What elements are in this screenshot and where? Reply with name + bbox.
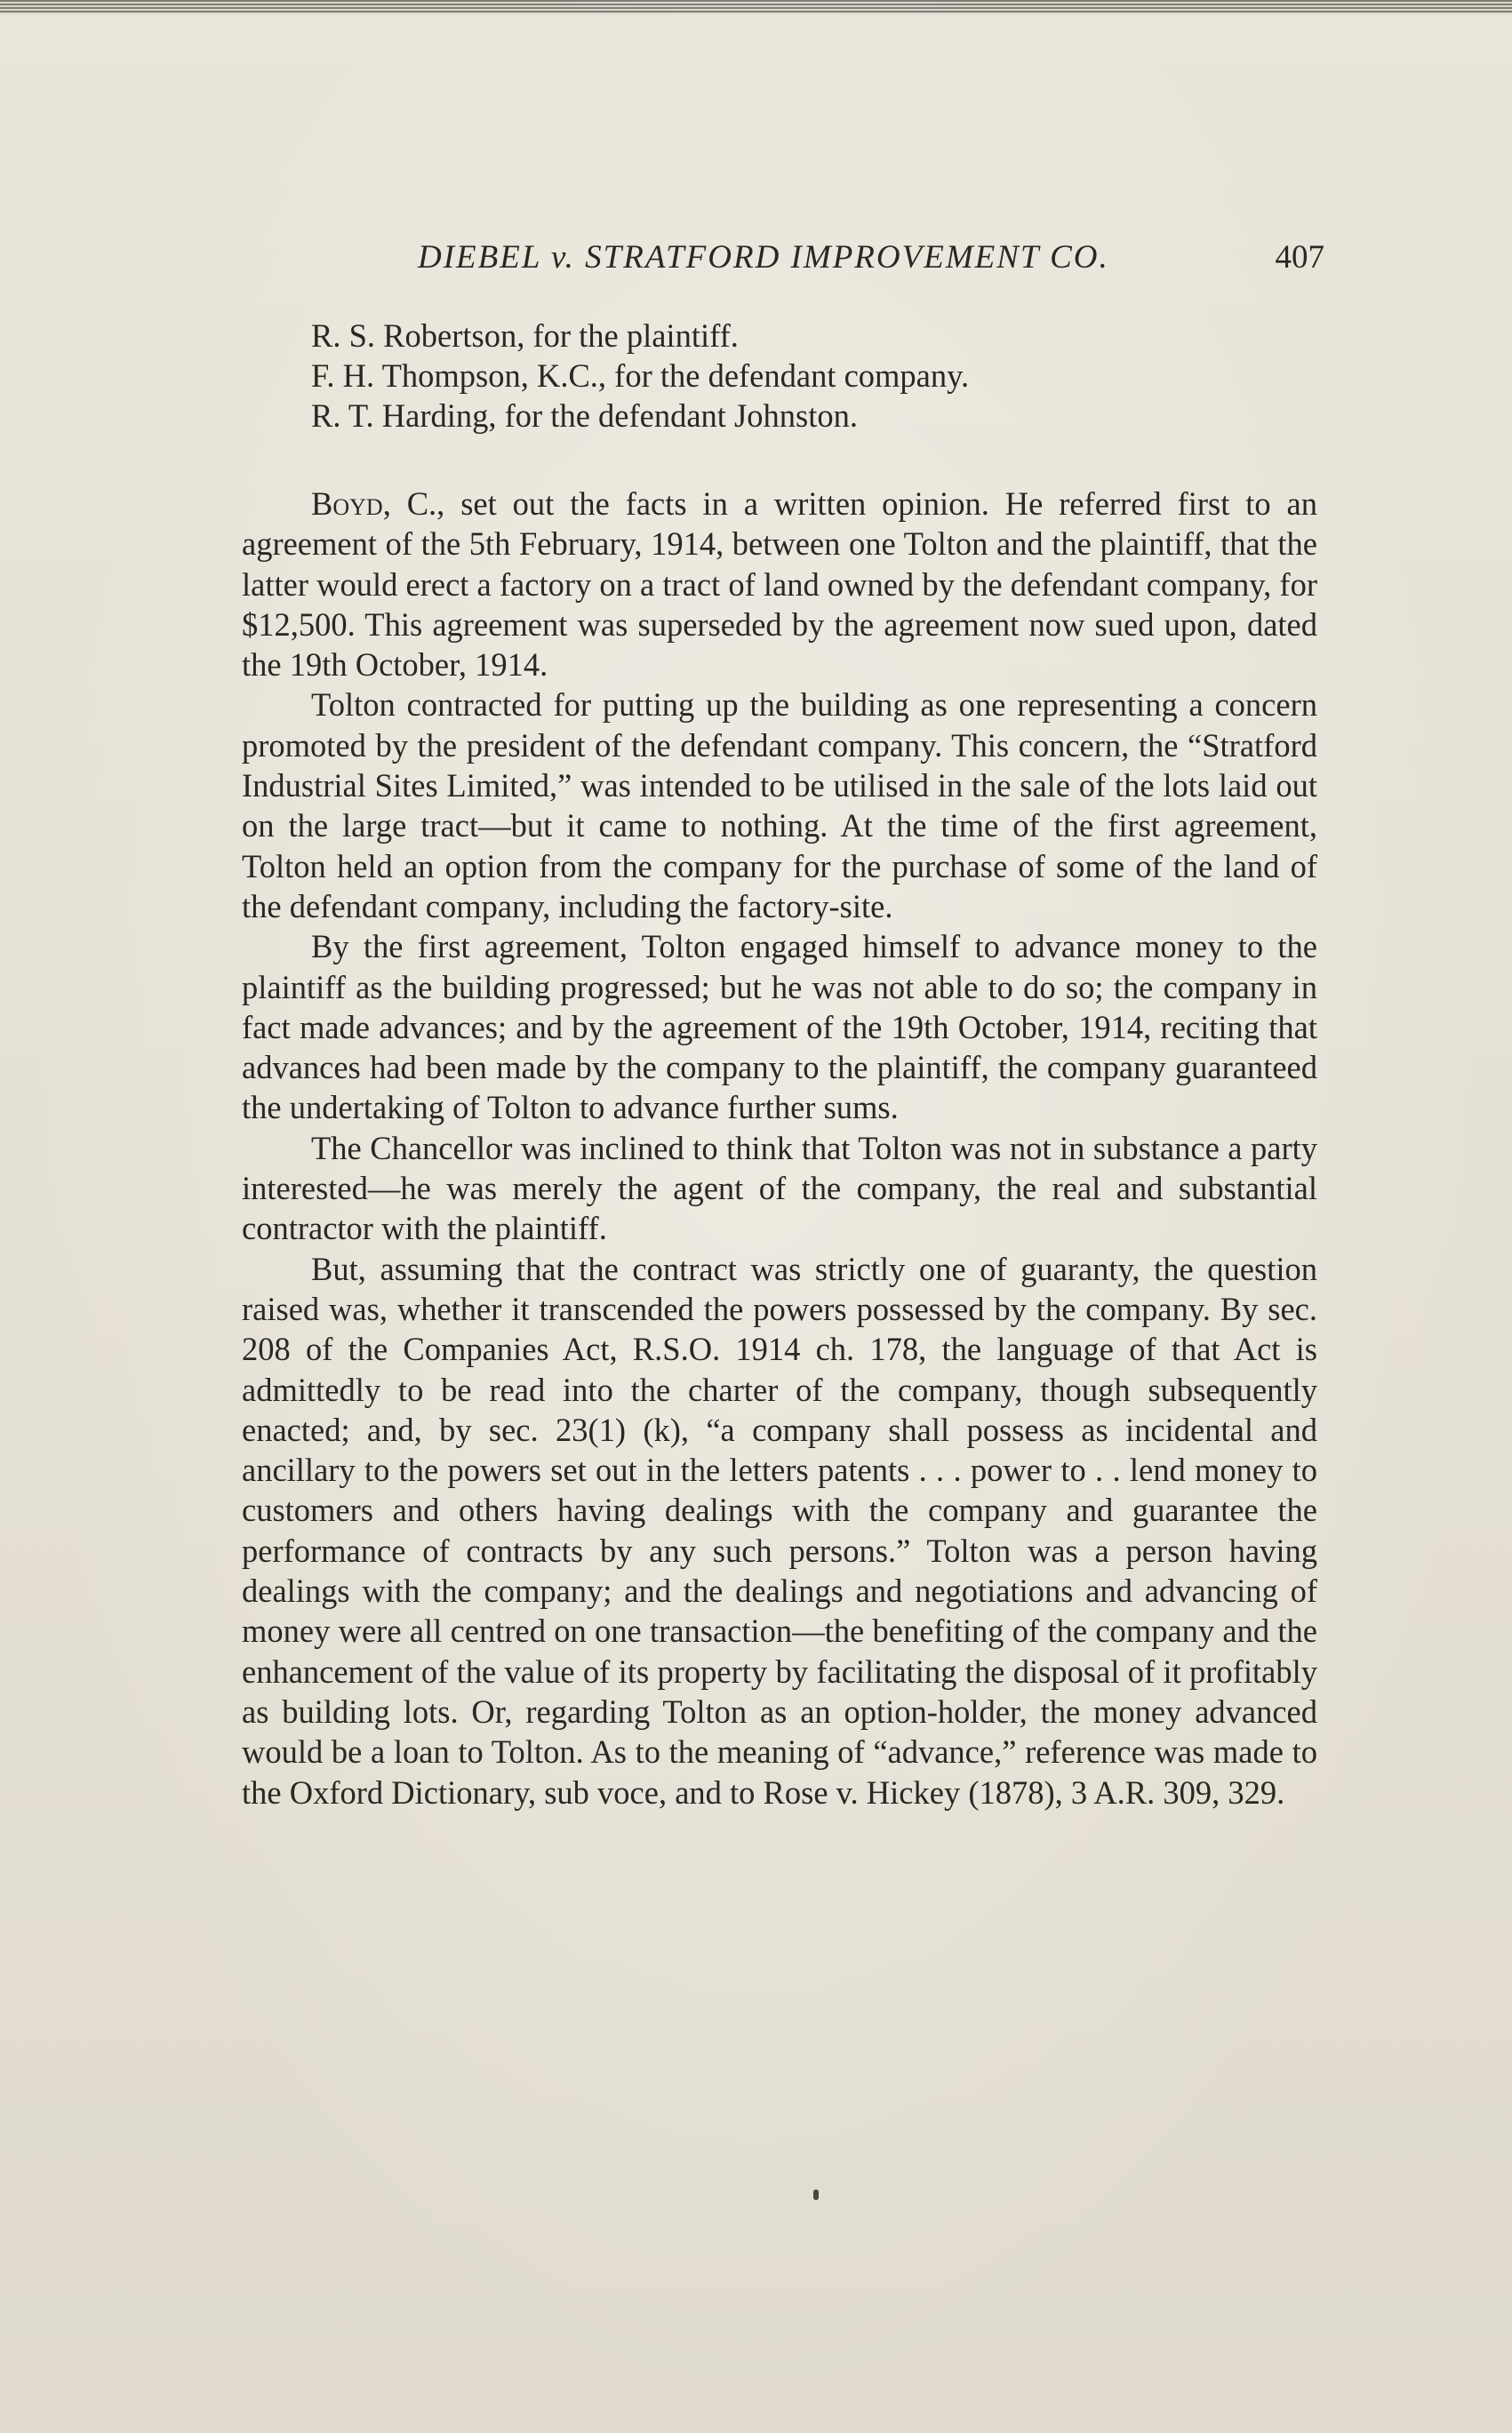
running-head xyxy=(418,238,1324,292)
page-number: 407 xyxy=(1275,239,1324,276)
paragraph-4: The Chancellor was inclined to think that Tolton was not in substance a party interested—he was merely the agent of the company, the real and substantial contractor with the plaintiff. xyxy=(242,1129,1317,1247)
ink-speck xyxy=(813,2189,819,2200)
paragraph-2: Tolton contracted for putting up the building as one representing a concern promoted by the president of the defendant company. This concern, the “Stratford Industrial Sites Limited,” was intended to be utilised in the sale of the lots laid out on the large tract—but it came to nothing. At the time of the first agreement, Tolton held an option from the company for the purchase of some of the land of the defendant company, including the factory-site. xyxy=(242,686,1317,924)
paragraph-1 xyxy=(242,484,1317,684)
body-text xyxy=(242,316,1317,1813)
running-title: DIEBEL v. STRATFORD IMPROVEMENT CO. xyxy=(418,239,1109,276)
counsel-list xyxy=(242,316,1317,436)
paragraph-5: But, assuming that the contract was strictly one of guaranty, the question raised was, whether it transcended the powers possessed by the company. By sec. 208 of the Companies Act, R.S.O. 1914 ch. 178, the language of that Act is admittedly to be read into the charter of the company, though subsequently enacted; and, by sec. 23(1) (k), “a company shall possess as incidental and ancillary to the powers set out in the letters patents . . . power to . . lend money to customers and others having dealings with the company and guarantee the performance of contracts by any such persons.” Tolton was a person having dealings with the company; and the dealings and negotiations and advancing of money were all centred on one transaction—the benefiting of the company and the enhancement of the value of its property by facilitating the disposal of it profitably as building lots. Or, regarding Tolton as an option-holder, the money advanced would be a loan to Tolton. As to the meaning of “advance,” reference was made to the Oxford Dictionary, sub voce, and to Rose v. Hickey (1878), 3 A.R. 309, 329. xyxy=(242,1250,1317,1811)
paragraph-3: By the first agreement, Tolton engaged himself to advance money to the plaintiff as the building progressed; but he was not able to do so; the company in fact made advances; and by the agreement of the 19th October, 1914, reciting that advances had been made by the company to the plaintiff, the company guaranteed the undertaking of Tolton to advance further sums. xyxy=(242,928,1317,1126)
page-top-edge xyxy=(0,0,1512,14)
judge-name: Boyd xyxy=(311,485,383,522)
counsel-defendant-johnston: R. T. Harding, for the defendant Johnston. xyxy=(311,397,858,434)
counsel-plaintiff: R. S. Robertson, for the plaintiff. xyxy=(311,317,739,354)
paragraph-1-text: , C., set out the facts in a written opinion. He referred first to an agreement of the 5th February, 1914, between one Tolton and the plaintiff, that the latter would erect a factory on a tract of land owned by the defendant company, for $12,500. This agreement was superseded by the agreement now sued upon, dated the 19th October, 1914. xyxy=(242,485,1317,684)
counsel-defendant-company: F. H. Thompson, K.C., for the defendant company. xyxy=(311,357,970,394)
